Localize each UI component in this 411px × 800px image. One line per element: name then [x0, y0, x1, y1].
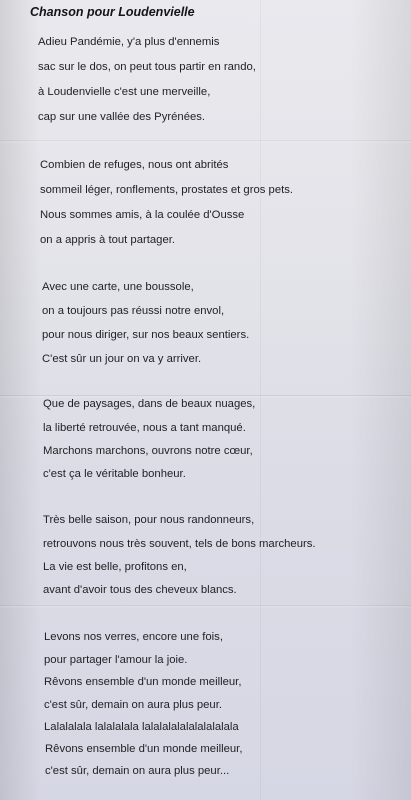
stanza-1-line-2: sac sur le dos, on peut tous partir en rando, [38, 61, 256, 73]
paper-fold-line [0, 605, 411, 606]
stanza-2-line-3: Nous sommes amis, à la coulée d'Ousse [40, 209, 245, 221]
paper-fold-line [260, 0, 261, 800]
stanza-1-line-1: Adieu Pandémie, y'a plus d'ennemis [38, 36, 220, 48]
paper-fold-line [0, 395, 411, 396]
stanza-6-line-7: c'est sûr, demain on aura plus peur... [45, 765, 230, 777]
stanza-2-line-1: Combien de refuges, nous ont abrités [40, 159, 229, 171]
stanza-6-line-3: Rêvons ensemble d'un monde meilleur, [44, 676, 242, 688]
paper-fold-line [0, 140, 411, 141]
stanza-4-line-3: Marchons marchons, ouvrons notre cœur, [43, 445, 253, 457]
stanza-2-line-4: on a appris à tout partager. [40, 234, 176, 246]
stanza-6-line-1: Levons nos verres, encore une fois, [44, 631, 223, 643]
stanza-2-line-2: sommeil léger, ronflements, prostates et gros pets. [40, 184, 294, 196]
stanza-4-line-2: la liberté retrouvée, nous a tant manqué. [43, 422, 246, 434]
stanza-3-line-4: C'est sûr un jour on va y arriver. [42, 353, 202, 365]
stanza-5-line-4: avant d'avoir tous des cheveux blancs. [43, 584, 237, 596]
stanza-6-line-5: Lalalalala lalalalala lalalalalalalalalalala [44, 721, 239, 733]
stanza-4-line-1: Que de paysages, dans de beaux nuages, [43, 398, 256, 410]
song-title: Chanson pour Loudenvielle [30, 5, 195, 19]
stanza-3-line-1: Avec une carte, une boussole, [42, 281, 194, 293]
stanza-3-line-2: on a toujours pas réussi notre envol, [42, 305, 225, 317]
stanza-1-line-4: cap sur une vallée des Pyrénées. [38, 111, 206, 123]
stanza-5-line-3: La vie est belle, profitons en, [43, 561, 187, 573]
stanza-6-line-6: Rêvons ensemble d'un monde meilleur, [45, 743, 243, 755]
stanza-4-line-4: c'est ça le véritable bonheur. [43, 468, 186, 480]
stanza-5-line-2: retrouvons nous très souvent, tels de bons marcheurs. [43, 538, 316, 550]
stanza-1-line-3: à Loudenvielle c'est une merveille, [38, 86, 211, 98]
stanza-6-line-2: pour partager l'amour la joie. [44, 654, 188, 666]
stanza-5-line-1: Très belle saison, pour nous randonneurs, [43, 514, 255, 526]
stanza-3-line-3: pour nous diriger, sur nos beaux sentiers. [42, 329, 250, 341]
stanza-6-line-4: c'est sûr, demain on aura plus peur. [44, 699, 222, 711]
